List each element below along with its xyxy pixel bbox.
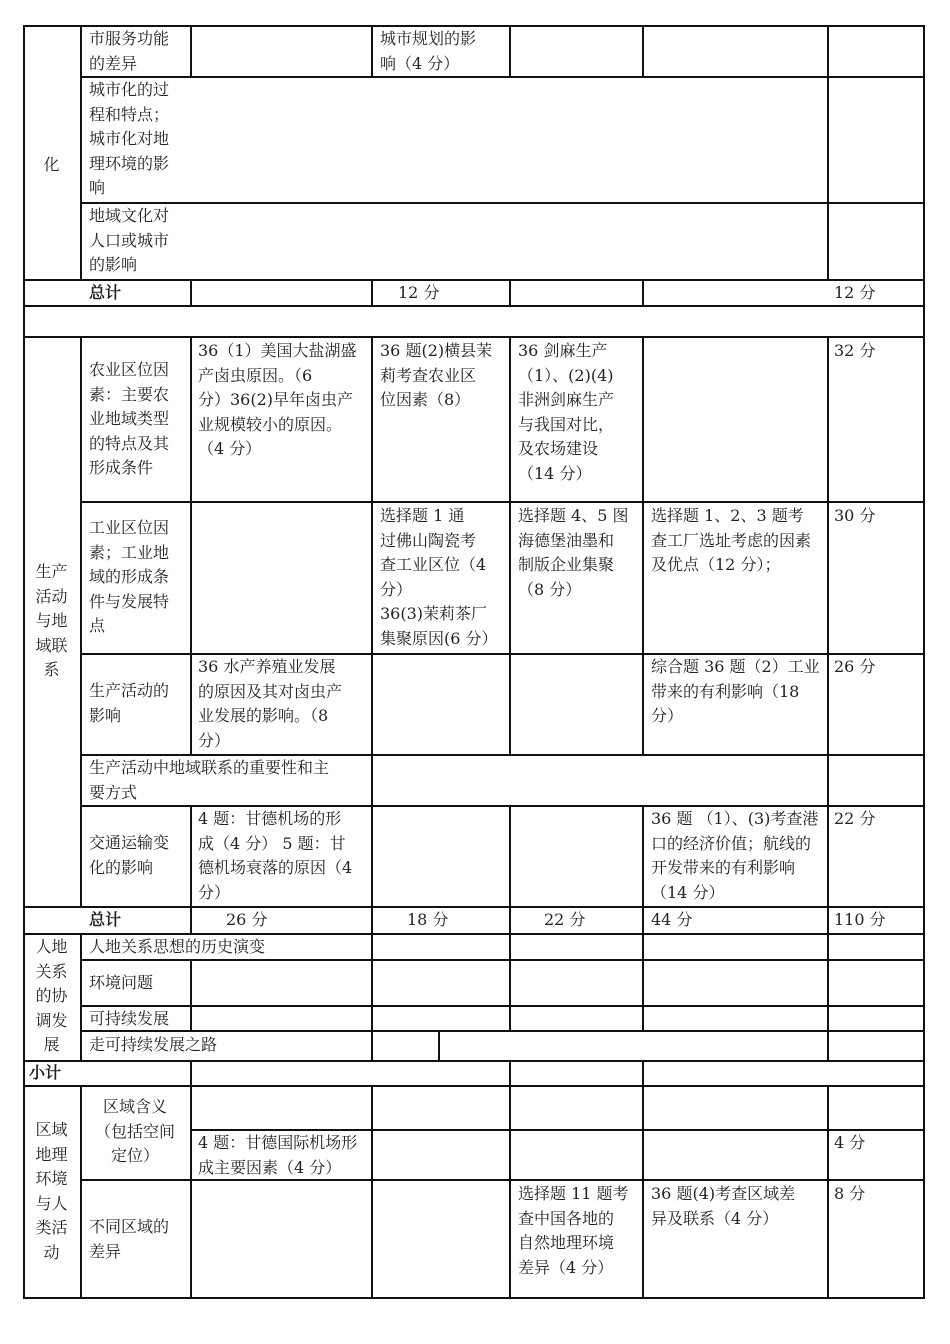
- row-sum: 26 分: [834, 657, 876, 676]
- rule: [23, 336, 925, 338]
- rule: [827, 1085, 829, 1298]
- score-cell: 36 水产养殖业发展 的原因及其对卤虫产 业发展的影响。（8 分）: [198, 657, 343, 750]
- rule: [23, 1060, 925, 1062]
- topic-cell: 人地关系思想的历史演变: [89, 937, 266, 956]
- rule: [80, 76, 925, 78]
- rule: [509, 25, 511, 77]
- topic-cell: 生产活动的 影响: [89, 681, 170, 725]
- score-cell: 4 题：甘德机场的形 成（4 分） 5 题：甘 德机场衰落的原因（4 分）: [198, 809, 353, 902]
- total-cell: 18 分: [407, 910, 449, 929]
- category-label: 区域 地理 环境 与人 类活 动: [35, 1120, 68, 1262]
- topic-cell: 交通运输变 化的影响: [89, 833, 170, 877]
- topic-cell: 走可持续发展之路: [89, 1035, 218, 1054]
- score-cell: 36 题(4)考查区域差 异及联系（4 分）: [651, 1184, 796, 1228]
- rule: [509, 1060, 511, 1298]
- rule: [371, 1085, 373, 1298]
- topic-cell: 城市化的过 程和特点； 城市化对地 理环境的影 响: [89, 80, 170, 197]
- score-cell: 城市规划的影 响（4 分）: [380, 29, 477, 73]
- category-label: 生产 活动 与地 域联 系: [35, 562, 68, 679]
- total-cell: 26 分: [226, 910, 268, 929]
- rule: [190, 1060, 192, 1298]
- rule: [438, 1030, 440, 1061]
- row-sum: 30 分: [834, 506, 876, 525]
- total-cell: 12 分: [398, 283, 440, 302]
- rule: [190, 805, 192, 933]
- subtotal-label: 小计: [29, 1063, 62, 1082]
- row-sum: 32 分: [834, 341, 876, 360]
- rule: [190, 959, 192, 1031]
- rule: [190, 336, 192, 754]
- topic-cell: 市服务功能 的差异: [89, 29, 170, 73]
- score-cell: 选择题 1 通 过佛山陶瓷考 查工业区位（4 分） 36(3)茉莉茶厂 集聚原因(6 分）: [380, 506, 498, 648]
- topic-cell: 工业区位因 素；工业地 域的形成条 件与发展特 点: [89, 518, 170, 635]
- rule: [371, 336, 373, 1061]
- rule: [827, 336, 829, 1061]
- rule: [371, 279, 373, 306]
- rule: [23, 1085, 925, 1087]
- total-cell: 22 分: [544, 910, 586, 929]
- rule: [509, 805, 511, 1031]
- topic-cell: 地域文化对 人口或城市 的影响: [89, 206, 170, 274]
- total-cell: 44 分: [651, 910, 693, 929]
- row-sum: 8 分: [834, 1184, 866, 1203]
- category-label: 人地 关系 的协 调发 展: [35, 937, 68, 1054]
- rule: [509, 279, 511, 306]
- rule: [371, 25, 373, 77]
- total-sum: 110 分: [834, 910, 886, 929]
- rule: [80, 25, 82, 280]
- rule: [642, 805, 644, 1031]
- topic-cell: 可持续发展: [89, 1009, 170, 1028]
- score-cell: 36 题 （1）、(3)考查港 口的经济价值；航线的 开发带来的有利影响 （14 分）: [651, 809, 819, 902]
- score-cell: 36 剑麻生产 （1）、(2)(4) 非洲剑麻生产 与我国对比， 及农场建设 （14 分）: [518, 341, 615, 483]
- topic-cell: 不同区域的 差异: [89, 1217, 170, 1261]
- topic-cell: 生产活动中地域联系的重要性和主 要方式: [89, 758, 330, 802]
- rule: [642, 279, 644, 306]
- rule: [80, 1030, 925, 1032]
- score-cell: 选择题 11 题考 查中国各地的 自然地理环境 差异（4 分）: [518, 1184, 629, 1277]
- rule: [642, 1060, 644, 1298]
- rule: [827, 25, 829, 280]
- curriculum-score-table: [23, 25, 925, 1299]
- score-cell: 36（1）美国大盐湖盛 产卤虫原因。（6 分）36(2)早年卤虫产 业规模较小的原因。 （4 分）: [198, 341, 357, 458]
- rule: [80, 1005, 925, 1007]
- rule: [23, 279, 925, 281]
- rule: [509, 336, 511, 754]
- rule: [80, 933, 82, 1061]
- row-sum: 4 分: [834, 1133, 866, 1152]
- rule: [642, 336, 644, 754]
- score-cell: 36 题(2)横县茉 莉考查农业区 位因素（8）: [380, 341, 493, 409]
- rule: [23, 906, 925, 908]
- rule: [80, 501, 925, 503]
- total-label: 总计: [89, 910, 122, 929]
- score-cell: 综合题 36 题（2）工业 带来的有利影响（18 分）: [651, 657, 820, 725]
- row-sum: 22 分: [834, 809, 876, 828]
- total-sum: 12 分: [834, 283, 876, 302]
- topic-cell: 环境问题: [89, 973, 154, 992]
- total-label: 总计: [89, 283, 122, 302]
- rule: [80, 336, 82, 907]
- rule: [23, 305, 925, 307]
- rule: [190, 279, 192, 306]
- category-label: 化: [43, 155, 60, 174]
- rule: [23, 1297, 925, 1299]
- score-cell: 4 题：甘德国际机场形 成主要因素（4 分）: [198, 1133, 358, 1177]
- topic-cell: 区域含义 （包括空间 定位）: [94, 1097, 175, 1165]
- topic-cell: 农业区位因 素：主要农 业地域类型 的特点及其 形成条件: [89, 360, 170, 477]
- rule: [80, 202, 925, 204]
- rule: [190, 25, 192, 77]
- score-cell: 选择题 1、2、3 题考 查工厂选址考虑的因素 及优点（12 分）；: [651, 506, 812, 574]
- score-cell: 选择题 4、5 图 海德堡油墨和 制版企业集聚 （8 分）: [518, 506, 629, 599]
- rule: [642, 25, 644, 77]
- rule: [923, 25, 925, 1299]
